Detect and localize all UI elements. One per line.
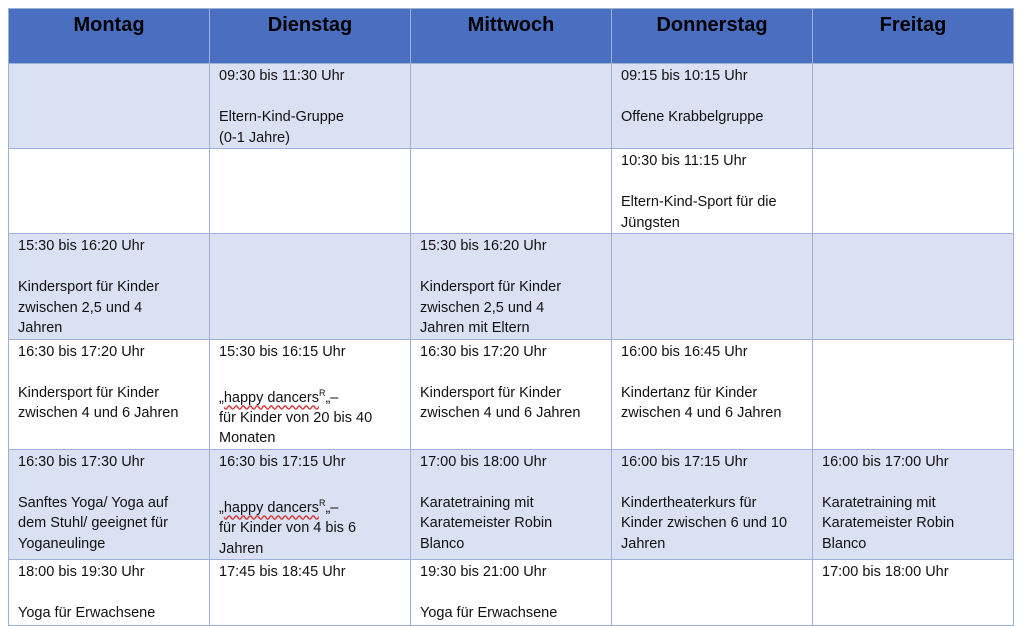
schedule-cell [210, 234, 411, 340]
schedule-cell [9, 339, 210, 449]
spacer [420, 362, 605, 383]
schedule-cell [9, 234, 210, 340]
course-brand-name: happy dancers [223, 499, 319, 516]
schedule-body [9, 64, 1014, 626]
course-audience: „– für Kinder von 4 bis 6 Jahren [219, 499, 357, 557]
schedule-cell [612, 64, 813, 149]
schedule-cell [612, 234, 813, 340]
schedule-cell [210, 339, 411, 449]
schedule-cell [813, 234, 1014, 340]
course-time: 18:00 bis 19:30 Uhr [18, 564, 145, 581]
spacer [621, 472, 806, 493]
spacer [621, 172, 806, 193]
schedule-row [9, 64, 1014, 149]
course-time: 19:30 bis 21:00 Uhr [420, 564, 547, 581]
course-time: 09:30 bis 11:30 Uhr [219, 68, 345, 84]
day-header-donnerstag: Donnerstag [612, 9, 813, 64]
quote-open: „ [219, 389, 224, 406]
schedule-row [9, 149, 1014, 234]
schedule-cell [411, 234, 612, 340]
schedule-cell [9, 449, 210, 559]
course-time: 16:00 bis 17:00 Uhr [822, 453, 949, 470]
day-header-montag: Montag [9, 9, 210, 64]
course-time: 10:30 bis 11:15 Uhr [621, 153, 747, 169]
schedule-cell [813, 449, 1014, 559]
spacer [18, 257, 203, 278]
schedule-cell [813, 339, 1014, 449]
spacer [18, 583, 203, 604]
schedule-cell [9, 64, 210, 149]
course-time: 16:30 bis 17:20 Uhr [420, 343, 547, 360]
course-description: Kindersport für Kinder zwischen 4 und 6 Jahren [420, 384, 581, 421]
course-description: Kindertheaterkurs für Kinder zwischen 6 und 10 Jahren [621, 494, 788, 552]
course-time: 17:00 bis 18:00 Uhr [420, 453, 547, 470]
spacer [420, 583, 605, 604]
spacer [219, 472, 404, 493]
schedule-cell [9, 149, 210, 234]
schedule-cell [813, 560, 1014, 626]
schedule-cell [813, 149, 1014, 234]
schedule-cell [813, 64, 1014, 149]
course-time: 15:30 bis 16:15 Uhr [219, 343, 346, 360]
course-time: 16:30 bis 17:30 Uhr [18, 453, 145, 470]
spacer [621, 87, 806, 108]
schedule-cell [210, 64, 411, 149]
course-description: Kindersport für Kinder zwischen 2,5 und 4 Jahren [18, 279, 160, 336]
schedule-cell [612, 339, 813, 449]
course-description [219, 383, 404, 449]
course-time: 16:00 bis 16:45 Uhr [621, 343, 748, 360]
course-description: Kindersport für Kinder zwischen 4 und 6 Jahren [18, 384, 179, 421]
schedule-cell [612, 149, 813, 234]
schedule-cell [612, 560, 813, 626]
schedule-row [9, 339, 1014, 449]
schedule-cell [411, 149, 612, 234]
schedule-cell [411, 449, 612, 559]
spacer [420, 472, 605, 493]
schedule-cell [612, 449, 813, 559]
spacer [621, 362, 806, 383]
course-time: 15:30 bis 16:20 Uhr [420, 238, 547, 254]
day-header-mittwoch: Mittwoch [411, 9, 612, 64]
spacer [219, 362, 404, 383]
registered-mark: R [318, 387, 326, 398]
course-description: Offene Krabbelgruppe [621, 109, 764, 125]
course-description: Sanftes Yoga/ Yoga auf dem Stuhl/ geeignet für Yoganeulinge [18, 494, 168, 552]
course-time: 16:30 bis 17:20 Uhr [18, 343, 145, 360]
registered-mark: R [318, 497, 326, 508]
schedule-cell [210, 560, 411, 626]
course-description: Kindertanz für Kinder zwischen 4 und 6 Jahren [621, 384, 782, 421]
course-description: Eltern-Kind-Gruppe (0-1 Jahre) [219, 109, 344, 146]
course-time: 16:00 bis 17:15 Uhr [621, 453, 748, 470]
schedule-table [8, 8, 1014, 626]
course-time: 15:30 bis 16:20 Uhr [18, 238, 145, 254]
course-time: 09:15 bis 10:15 Uhr [621, 68, 748, 84]
header-row [9, 9, 1014, 64]
day-header-freitag: Freitag [813, 9, 1014, 64]
spacer [18, 472, 203, 493]
schedule-cell [210, 449, 411, 559]
course-time: 16:30 bis 17:15 Uhr [219, 453, 346, 470]
course-description: Eltern-Kind-Sport für die Jüngsten [621, 194, 777, 231]
course-description: Karatetraining mit Karatemeister Robin Blanco [420, 494, 553, 552]
spacer [822, 472, 1007, 493]
schedule-cell [411, 339, 612, 449]
schedule-cell [9, 560, 210, 626]
spacer [420, 257, 605, 278]
course-description: Karatetraining mit Karatemeister Robin Blanco [822, 494, 955, 552]
course-description [219, 493, 404, 559]
quote-open: „ [219, 499, 224, 516]
schedule-row [9, 449, 1014, 559]
schedule-cell [411, 64, 612, 149]
course-description: Yoga für Erwachsene [420, 605, 558, 622]
day-header-dienstag: Dienstag [210, 9, 411, 64]
schedule-row [9, 560, 1014, 626]
schedule-row [9, 234, 1014, 340]
course-audience: „– für Kinder von 20 bis 40 Monaten [219, 389, 373, 447]
spacer [219, 87, 404, 108]
course-brand-name: happy dancers [223, 389, 319, 406]
course-time: 17:45 bis 18:45 Uhr [219, 564, 346, 581]
schedule-cell [210, 149, 411, 234]
course-time: 17:00 bis 18:00 Uhr [822, 564, 949, 581]
course-description: Kindersport für Kinder zwischen 2,5 und 4 Jahren mit Eltern [420, 279, 562, 336]
course-description: Yoga für Erwachsene [18, 605, 156, 622]
schedule-cell [411, 560, 612, 626]
spacer [18, 362, 203, 383]
